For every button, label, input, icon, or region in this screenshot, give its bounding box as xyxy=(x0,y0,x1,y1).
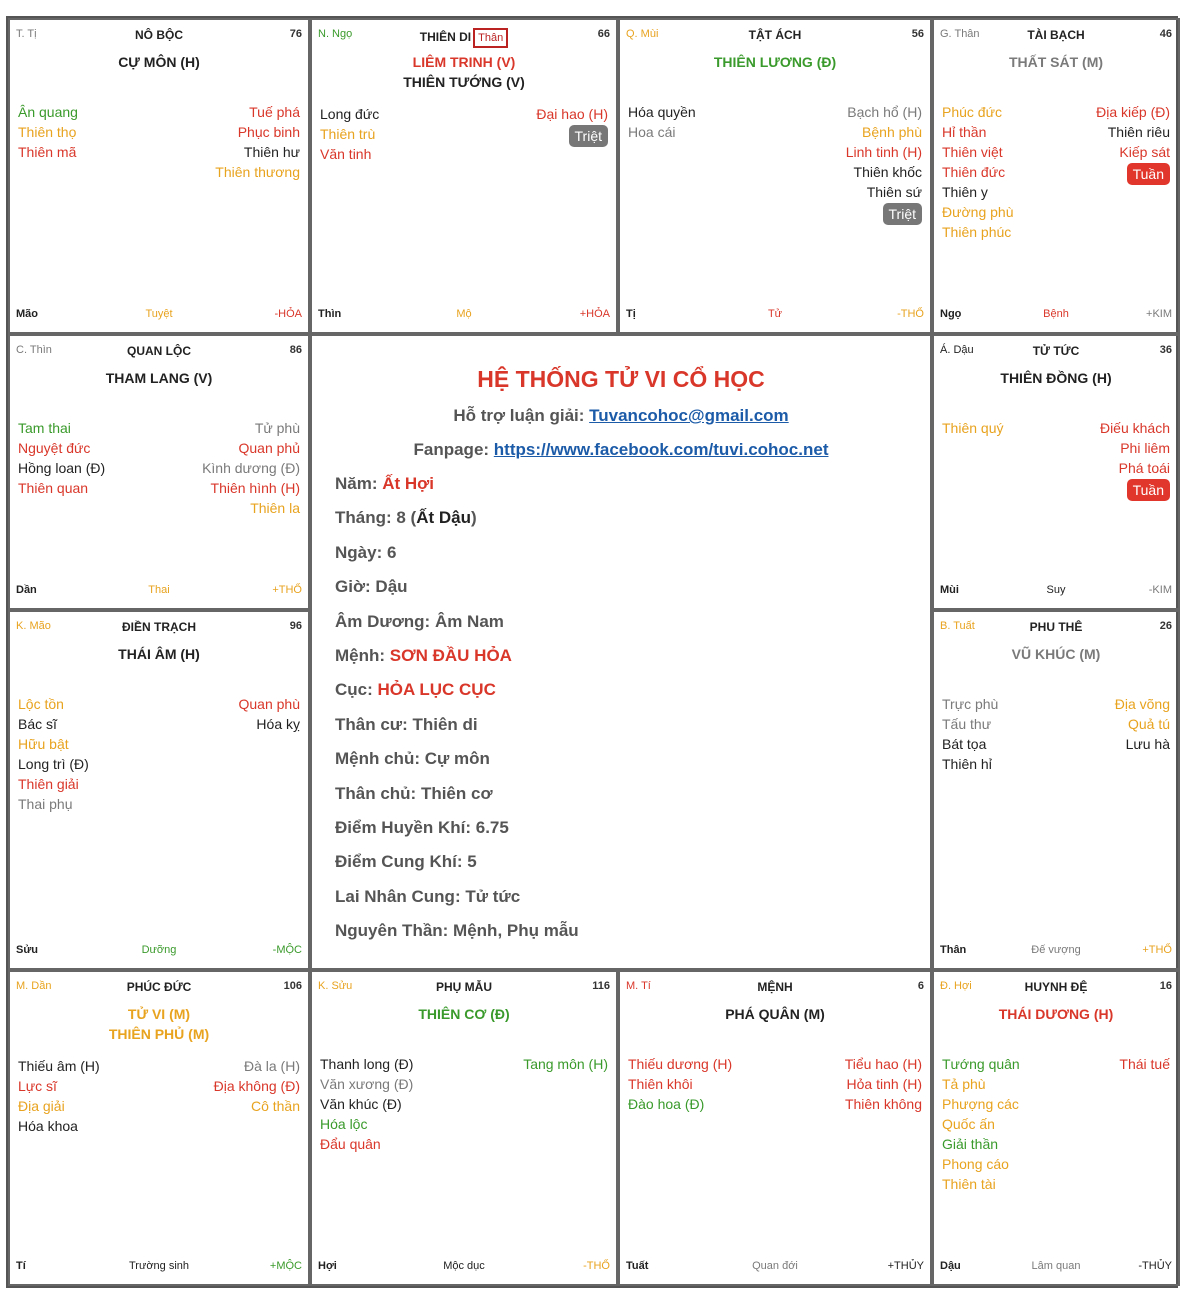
palace-tuat[interactable] xyxy=(932,610,1180,970)
cuc-label: Cục: xyxy=(335,680,378,700)
info-than-chu: Thân chủ: Thiên cơ xyxy=(335,783,493,803)
palace-element: -HỎA xyxy=(274,308,302,320)
tuvi-chart-grid xyxy=(6,16,1178,1288)
minor-star: Bát tọa xyxy=(942,736,987,752)
palace-name xyxy=(312,28,616,48)
life-stage: Bệnh xyxy=(1043,308,1069,320)
life-stage: Trường sinh xyxy=(128,1260,190,1272)
right-stars xyxy=(846,102,922,225)
minor-star: Thiên phúc xyxy=(942,224,1012,240)
main-star: THÁI DƯƠNG (H) xyxy=(998,1006,1114,1022)
fanpage-link[interactable]: https://www.facebook.com/tuvi.cohoc.net xyxy=(493,440,829,459)
tuan-label: Tuần xyxy=(1127,479,1170,501)
info-ngay: Ngày: 6 xyxy=(335,542,397,562)
palace-footer xyxy=(940,584,1172,598)
minor-star: Tướng quân xyxy=(942,1056,1020,1072)
info-menh xyxy=(335,646,579,680)
minor-star: Nguyệt đức xyxy=(18,440,91,456)
main-stars xyxy=(934,1004,1178,1024)
right-stars xyxy=(202,418,300,518)
palace-stem: C. Thìn xyxy=(16,344,52,356)
palace-name xyxy=(10,28,308,42)
triet-label: Triệt xyxy=(569,125,608,147)
minor-star: Thiên y xyxy=(942,184,988,200)
palace-element: -THỦY xyxy=(1138,1260,1172,1272)
life-stage: Dưỡng xyxy=(141,944,177,956)
menh-label: Mệnh: xyxy=(335,645,390,665)
cuc-value: HỎA LỤC CỤC xyxy=(377,680,496,700)
minor-star: Thiên trù xyxy=(320,126,376,142)
minor-star: Thiên riêu xyxy=(1107,124,1170,140)
minor-star: Thiên thọ xyxy=(18,124,77,140)
palace-element: +KIM xyxy=(1146,308,1172,320)
palace-dau[interactable] xyxy=(932,334,1180,610)
minor-star: Hồng loan (Đ) xyxy=(18,460,106,476)
minor-star: Địa võng xyxy=(1114,696,1170,712)
palace-name-text: PHU THÊ xyxy=(1029,620,1083,634)
minor-star: Quan phù xyxy=(238,696,300,712)
minor-star: Giải thần xyxy=(942,1136,999,1152)
palace-branch: Tị xyxy=(626,308,636,320)
palace-stem: Q. Mùi xyxy=(626,28,659,40)
minor-star: Quả tú xyxy=(1127,716,1170,732)
palace-name-text: TẬT ÁCH xyxy=(748,28,802,42)
minor-star: Bác sĩ xyxy=(18,716,57,732)
right-stars xyxy=(215,102,300,182)
main-star: THIÊN LƯƠNG (Đ) xyxy=(713,54,837,70)
palace-age: 6 xyxy=(917,980,924,992)
palace-branch: Dần xyxy=(16,584,37,596)
main-star: THẤT SÁT (M) xyxy=(1008,54,1104,70)
life-stage: Mộ xyxy=(456,308,472,320)
palace-branch: Mão xyxy=(16,308,38,320)
info-cuc xyxy=(335,680,579,714)
palace-stem: K. Mão xyxy=(16,620,51,632)
life-stage: Mộc dục xyxy=(443,1260,485,1272)
right-stars xyxy=(1096,102,1170,185)
minor-star: Cô thần xyxy=(250,1098,300,1114)
palace-branch: Tí xyxy=(16,1260,26,1272)
minor-star: Hóa kỵ xyxy=(256,716,300,732)
minor-star: Hóa quyền xyxy=(628,104,696,120)
right-stars xyxy=(523,1054,608,1074)
support-line xyxy=(312,406,930,426)
palace-element: -THỔ xyxy=(583,1260,610,1272)
palace-stem: K. Sửu xyxy=(318,980,353,992)
life-stage: Thai xyxy=(148,584,170,596)
palace-stem: Đ. Hợi xyxy=(940,980,972,992)
palace-name-text: TỬ TỨC xyxy=(1032,344,1080,358)
palace-age: 96 xyxy=(289,620,302,632)
minor-star: Bạch hổ (H) xyxy=(847,104,922,120)
palace-footer xyxy=(940,1260,1172,1274)
main-stars xyxy=(10,368,308,388)
palace-ty[interactable] xyxy=(618,970,932,1286)
left-stars xyxy=(320,1054,413,1154)
palace-branch: Mùi xyxy=(940,584,959,596)
main-star: THÁI ÂM (H) xyxy=(118,646,200,662)
main-stars xyxy=(934,368,1178,388)
main-stars xyxy=(620,52,930,72)
palace-hoi[interactable] xyxy=(932,970,1180,1286)
info-diem-cung-khi: Điểm Cung Khí: 5 xyxy=(335,852,477,872)
palace-stem: B. Tuất xyxy=(940,620,975,632)
palace-name-text: QUAN LỘC xyxy=(127,344,191,358)
minor-star: Phượng các xyxy=(942,1096,1019,1112)
palace-stem: M. Dần xyxy=(16,980,52,992)
minor-star: Thiên quý xyxy=(942,420,1004,436)
palace-footer xyxy=(16,308,302,322)
minor-star: Thiên thương xyxy=(215,164,300,180)
palace-name-text: HUYNH ĐỆ xyxy=(1024,980,1088,994)
minor-star: Tuế phá xyxy=(249,104,300,120)
fanpage-line xyxy=(312,440,930,460)
palace-stem: Á. Dậu xyxy=(940,344,974,356)
palace-element: +THỔ xyxy=(1142,944,1172,956)
minor-star: Thiên tài xyxy=(942,1176,996,1192)
left-stars xyxy=(320,104,379,164)
palace-name xyxy=(312,980,616,994)
minor-star: Thiếu dương (H) xyxy=(628,1056,733,1072)
chart-title: HỆ THỐNG TỬ VI CỔ HỌC xyxy=(477,366,765,392)
palace-branch: Thân xyxy=(940,944,967,956)
palace-footer xyxy=(16,944,302,958)
left-stars xyxy=(18,1056,100,1136)
minor-star: Đà la (H) xyxy=(243,1058,300,1074)
main-star: CỰ MÔN (H) xyxy=(118,54,200,70)
info-lai-nhan-cung: Lai Nhân Cung: Tử tức xyxy=(335,886,521,906)
minor-star: Thiên hình (H) xyxy=(210,480,300,496)
main-stars xyxy=(934,52,1178,72)
life-stage: Suy xyxy=(1046,584,1066,596)
minor-star: Bệnh phù xyxy=(862,124,922,140)
palace-element: -MỘC xyxy=(272,944,302,956)
main-star: THAM LANG (V) xyxy=(105,370,213,386)
palace-name-text: MỆNH xyxy=(757,980,793,994)
main-star: THIÊN CƠ (Đ) xyxy=(418,1006,510,1022)
palace-element: +THỔ xyxy=(272,584,302,596)
main-star: THIÊN ĐỒNG (H) xyxy=(1000,370,1112,386)
palace-footer xyxy=(626,1260,924,1274)
info-thang xyxy=(335,508,579,542)
minor-star: Thiên khôi xyxy=(628,1076,693,1092)
main-stars xyxy=(312,52,616,92)
minor-star: Thiên hư xyxy=(243,144,300,160)
minor-star: Quốc ấn xyxy=(942,1116,995,1132)
minor-star: Địa kiếp (Đ) xyxy=(1096,104,1170,120)
minor-star: Phúc đức xyxy=(942,104,1002,120)
minor-star: Long đức xyxy=(320,106,380,122)
minor-star: Thai phụ xyxy=(18,796,73,812)
fanpage-label: Fanpage: xyxy=(413,440,494,459)
palace-name xyxy=(934,620,1178,634)
main-star: PHÁ QUÂN (M) xyxy=(725,1006,825,1022)
palace-age: 46 xyxy=(1159,28,1172,40)
minor-star: Lưu hà xyxy=(1125,736,1170,752)
palace-name xyxy=(620,28,930,42)
minor-star: Trực phù xyxy=(942,696,999,712)
palace-stem: T. Tị xyxy=(16,28,37,40)
palace-name-text: ĐIỀN TRẠCH xyxy=(122,620,196,634)
nam-value: Ất Hợi xyxy=(382,474,434,493)
triet-label: Triệt xyxy=(883,203,922,225)
info-diem-huyen-khi: Điểm Huyền Khí: 6.75 xyxy=(335,817,509,837)
palace-age: 86 xyxy=(289,344,302,356)
palace-name xyxy=(934,980,1178,994)
minor-star: Phá toái xyxy=(1118,460,1170,476)
center-info-panel xyxy=(310,334,932,970)
than-marker: Thân xyxy=(473,28,508,48)
palace-age: 106 xyxy=(283,980,302,992)
minor-star: Thiên giải xyxy=(18,776,79,792)
palace-age: 76 xyxy=(289,28,302,40)
triet-badge xyxy=(846,202,922,225)
palace-element: -THỔ xyxy=(897,308,924,320)
left-stars xyxy=(942,1054,1020,1194)
tuan-badge xyxy=(1096,162,1170,185)
main-stars xyxy=(934,644,1178,664)
info-menh-chu: Mệnh chủ: Cự môn xyxy=(335,749,490,769)
palace-name xyxy=(10,344,308,358)
left-stars xyxy=(942,418,1003,438)
palace-age: 36 xyxy=(1159,344,1172,356)
palace-name xyxy=(10,980,308,994)
palace-name-text: PHỤ MẪU xyxy=(436,980,492,994)
palace-name xyxy=(934,344,1178,358)
minor-star: Đào hoa (Đ) xyxy=(628,1096,705,1112)
minor-star: Kình dương (Đ) xyxy=(202,460,300,476)
palace-mao[interactable] xyxy=(8,610,310,970)
minor-star: Hỏa tinh (H) xyxy=(846,1076,922,1092)
palace-branch: Tuất xyxy=(626,1260,649,1272)
info-than-cu: Thân cư: Thiên di xyxy=(335,714,478,734)
minor-star: Điếu khách xyxy=(1099,420,1170,436)
minor-star: Văn tinh xyxy=(320,146,372,162)
palace-name-text: THIÊN DI xyxy=(419,30,472,44)
left-stars xyxy=(18,102,78,162)
main-stars xyxy=(620,1004,930,1024)
left-stars xyxy=(942,102,1013,242)
minor-star: Thái tuế xyxy=(1119,1056,1170,1072)
info-nam xyxy=(335,474,579,508)
menh-value: SƠN ĐẦU HỎA xyxy=(389,645,512,665)
main-star: THIÊN TƯỚNG (V) xyxy=(403,74,525,90)
palace-element: +THỦY xyxy=(887,1260,924,1272)
palace-stem: G. Thân xyxy=(940,28,980,40)
right-stars xyxy=(845,1054,922,1114)
life-stage: Tử xyxy=(767,308,783,320)
minor-star: Lực sĩ xyxy=(18,1078,57,1094)
palace-branch: Ngọ xyxy=(940,308,962,320)
minor-star: Phục binh xyxy=(237,124,300,140)
minor-star: Địa không (Đ) xyxy=(213,1078,300,1094)
minor-star: Địa giải xyxy=(18,1098,65,1114)
palace-name-text: NÔ BỘC xyxy=(135,28,183,42)
minor-star: Hóa lộc xyxy=(320,1116,368,1132)
minor-star: Tam thai xyxy=(18,420,71,436)
left-stars xyxy=(18,418,105,498)
main-stars xyxy=(10,52,308,72)
info-gio: Giờ: Dậu xyxy=(335,577,408,597)
minor-star: Tấu thư xyxy=(942,716,992,732)
tuan-badge xyxy=(1100,478,1170,501)
palace-suu[interactable] xyxy=(310,970,618,1286)
palace-thin[interactable] xyxy=(8,334,310,610)
left-stars xyxy=(628,102,696,142)
minor-star: Thiên mã xyxy=(18,144,77,160)
minor-star: Tiểu hao (H) xyxy=(844,1056,922,1072)
minor-star: Đại hao (H) xyxy=(536,106,608,122)
palace-ngo[interactable] xyxy=(310,18,618,334)
right-stars xyxy=(214,1056,300,1116)
minor-star: Ân quang xyxy=(18,104,78,120)
life-stage: Tuyệt xyxy=(145,308,173,320)
life-stage: Quan đới xyxy=(752,1260,798,1272)
minor-star: Thiên la xyxy=(250,500,300,516)
triet-badge xyxy=(536,124,608,147)
palace-dan[interactable] xyxy=(8,970,310,1286)
palace-footer xyxy=(626,308,924,322)
palace-age: 56 xyxy=(911,28,924,40)
minor-star: Tử phù xyxy=(254,420,300,436)
minor-star: Quan phủ xyxy=(238,440,300,456)
info-am-duong: Âm Dương: Âm Nam xyxy=(335,611,504,631)
right-stars xyxy=(239,694,301,734)
main-star: TỬ VI (M) xyxy=(127,1006,191,1022)
minor-star: Thiên đức xyxy=(942,164,1006,180)
minor-star: Thiếu âm (H) xyxy=(18,1058,100,1074)
main-star: VŨ KHÚC (M) xyxy=(1011,646,1101,662)
right-stars xyxy=(1115,694,1170,754)
minor-star: Thiên hỉ xyxy=(942,756,992,772)
minor-star: Đẩu quân xyxy=(320,1136,381,1152)
support-label: Hỗ trợ luận giải: xyxy=(453,406,590,425)
thang-close: ) xyxy=(471,508,477,528)
palace-ti[interactable] xyxy=(8,18,310,334)
palace-name xyxy=(10,620,308,634)
main-stars xyxy=(10,644,308,664)
palace-age: 116 xyxy=(592,980,610,992)
minor-star: Hữu bật xyxy=(18,736,69,752)
main-star: LIÊM TRINH (V) xyxy=(412,54,516,70)
palace-element: +HỎA xyxy=(579,308,610,320)
palace-footer xyxy=(16,584,302,598)
main-stars xyxy=(10,1004,308,1044)
thang-label: Tháng: 8 ( xyxy=(335,508,417,528)
palace-name xyxy=(934,28,1178,42)
palace-than[interactable] xyxy=(932,18,1180,334)
main-star: THIÊN PHỦ (M) xyxy=(108,1026,210,1042)
palace-footer xyxy=(318,308,610,322)
minor-star: Thiên sứ xyxy=(866,184,922,200)
left-stars xyxy=(628,1054,732,1114)
minor-star: Kiếp sát xyxy=(1119,144,1170,160)
minor-star: Văn xương (Đ) xyxy=(320,1076,414,1092)
minor-star: Văn khúc (Đ) xyxy=(320,1096,402,1112)
palace-element: -KIM xyxy=(1148,584,1172,596)
palace-footer xyxy=(940,944,1172,958)
palace-branch: Hợi xyxy=(318,1260,337,1272)
nam-label: Năm: xyxy=(335,474,383,493)
palace-age: 16 xyxy=(1159,980,1172,992)
minor-star: Thiên quan xyxy=(18,480,89,496)
palace-branch: Sửu xyxy=(16,944,39,956)
minor-star: Phong cáo xyxy=(942,1156,1009,1172)
palace-name-text: TÀI BẠCH xyxy=(1027,28,1085,42)
palace-name-text: PHÚC ĐỨC xyxy=(126,980,192,994)
minor-star: Thanh long (Đ) xyxy=(320,1056,414,1072)
palace-name xyxy=(620,980,930,994)
minor-star: Hóa khoa xyxy=(18,1118,78,1134)
palace-branch: Thìn xyxy=(318,308,342,320)
palace-age: 26 xyxy=(1159,620,1172,632)
palace-branch: Dậu xyxy=(940,1260,961,1272)
thang-value: Ất Dậu xyxy=(416,508,471,528)
minor-star: Tả phù xyxy=(942,1076,986,1092)
minor-star: Lộc tồn xyxy=(18,696,64,712)
palace-footer xyxy=(16,1260,302,1274)
palace-footer xyxy=(940,308,1172,322)
main-stars xyxy=(312,1004,616,1024)
tuan-label: Tuần xyxy=(1127,163,1170,185)
right-stars xyxy=(1119,1054,1170,1074)
right-stars xyxy=(536,104,608,147)
minor-star: Tang môn (H) xyxy=(523,1056,608,1072)
minor-star: Linh tinh (H) xyxy=(845,144,922,160)
life-stage: Đế vượng xyxy=(1031,944,1081,956)
palace-mui[interactable] xyxy=(618,18,932,334)
minor-star: Thiên việt xyxy=(942,144,1003,160)
life-stage: Lâm quan xyxy=(1031,1260,1081,1272)
minor-star: Hỉ thần xyxy=(942,124,987,140)
left-stars xyxy=(18,694,89,814)
palace-stem: N. Ngọ xyxy=(318,28,353,40)
minor-star: Đường phù xyxy=(942,204,1014,220)
minor-star: Hoa cái xyxy=(628,124,676,140)
minor-star: Phi liêm xyxy=(1120,440,1170,456)
info-nguyen-than: Nguyên Thần: Mệnh, Phụ mẫu xyxy=(335,921,579,941)
minor-star: Thiên khốc xyxy=(853,164,922,180)
support-email-link[interactable]: Tuvancohoc@gmail.com xyxy=(589,406,789,425)
minor-star: Long trì (Đ) xyxy=(18,756,89,772)
palace-element: +MỘC xyxy=(269,1260,302,1272)
info-list xyxy=(335,474,579,955)
palace-age: 66 xyxy=(597,28,610,40)
minor-star: Thiên không xyxy=(844,1096,922,1112)
palace-stem: M. Tí xyxy=(626,980,651,992)
left-stars xyxy=(942,694,998,774)
right-stars xyxy=(1100,418,1170,501)
palace-footer xyxy=(318,1260,610,1274)
